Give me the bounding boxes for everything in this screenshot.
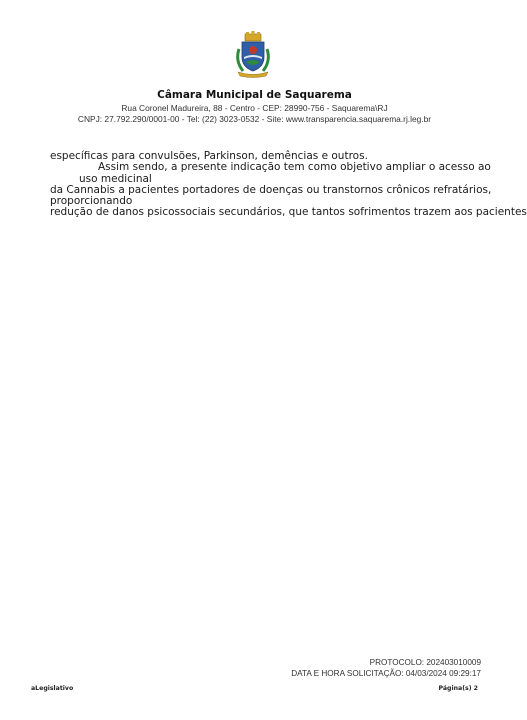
protocol-number: PROTOCOLO: 202403010009 — [369, 658, 481, 667]
body-line: uso medicinal — [79, 172, 152, 185]
system-name: aLegislativo — [31, 685, 74, 692]
page-number: Página(s) 2 — [438, 685, 478, 692]
body-line: da Cannabis a pacientes portadores de doenças ou transtornos crônicos refratários, — [50, 183, 492, 196]
contact-line: CNPJ: 27.792.290/0001-00 - Tel: (22) 3023-0532 - Site: www.transparencia.saquarema.rj.leg.br — [77, 114, 432, 124]
body-line: específicas para convulsões, Parkinson, demências e outros. — [50, 150, 368, 162]
body-line: redução de danos psicossociais secundários, que tantos sofrimentos trazem aos pacientes — [50, 206, 527, 219]
request-datetime: DATA E HORA SOLICITAÇÃO: 04/03/2024 09:29:17 — [291, 669, 481, 678]
organization-title: Câmara Municipal de Saquarema — [157, 89, 352, 101]
address-line: Rua Coronel Madureira, 88 - Centro - CEP: 28990-756 - Saquarema\RJ — [121, 103, 388, 113]
body-line: Assim sendo, a presente indicação tem como objetivo ampliar o acesso ao — [98, 161, 491, 174]
document-body — [50, 150, 527, 219]
body-line: proporcionando — [50, 195, 133, 208]
municipal-coat-of-arms-icon — [233, 31, 273, 78]
